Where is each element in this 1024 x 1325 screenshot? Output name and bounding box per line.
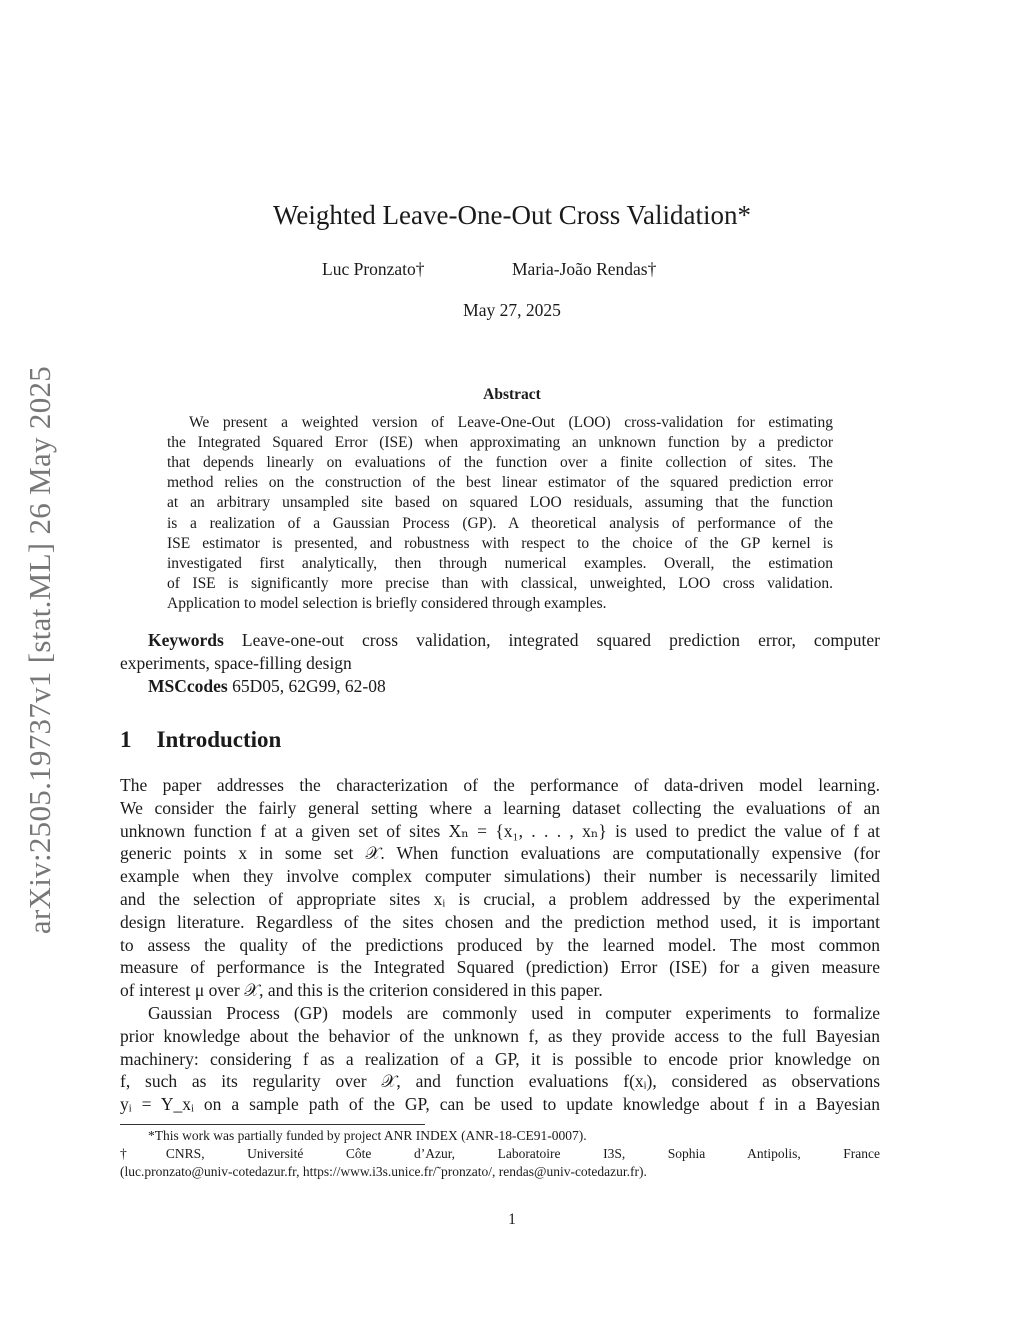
keywords-line-1 (148, 630, 880, 651)
text-line: We present a weighted version of Leave-One-Out (LOO) cross-validation for estimating (189, 414, 833, 431)
text-line: unknown function f at a given set of sites Xₙ = {x₁, . . . , xₙ} is used to predict the value of f at (120, 820, 880, 841)
text-line: to assess the quality of the predictions produced by the learned model. The most common (120, 934, 880, 955)
text-line: and the selection of appropriate sites xᵢ is crucial, a problem addressed by the experimental (120, 889, 880, 909)
footnote-line: †CNRS, Université Côte d’Azur, Laboratoire I3S, Sophia Antipolis, France (120, 1146, 880, 1161)
paper-title: Weighted Leave-One-Out Cross Validation* (273, 200, 751, 230)
footnote-line: (luc.pronzato@univ-cotedazur.fr, https://www.i3s.unice.fr/˜pronzato/, rendas@univ-cotedazur.fr). (120, 1164, 647, 1179)
author-2: Maria-João Rendas† (512, 259, 657, 279)
page-number: 1 (508, 1211, 516, 1228)
text-line: The paper addresses the characterization of the performance of data-driven model learning. (120, 775, 880, 795)
keywords-text: Leave-one-out cross validation, integrated squared prediction error, computer (241, 630, 880, 650)
paper-date: May 27, 2025 (463, 300, 561, 320)
abstract-heading: Abstract (483, 386, 541, 403)
text-line: method relies on the construction of the best linear estimator of the squared prediction error (167, 474, 833, 492)
section-heading (120, 727, 281, 753)
msc-value: 65D05, 62G99, 62-08 (232, 676, 386, 696)
text-line: measure of performance is the Integrated Squared (prediction) Error (ISE) for a given measure (120, 957, 880, 978)
text-line: Application to model selection is briefly considered through examples. (167, 594, 607, 612)
text-line: prior knowledge about the behavior of the unknown f, as they provide access to the full Bayesian (120, 1025, 880, 1046)
msc-label: MSCcodes (148, 676, 228, 696)
author-1: Luc Pronzato† (322, 259, 425, 279)
text-line: is a realization of a Gaussian Process (GP). A theoretical analysis of performance of the (167, 514, 833, 532)
footnote-rule (120, 1124, 425, 1125)
text-line: of ISE is significantly more precise than with classical, unweighted, LOO cross validation. (167, 574, 833, 592)
text-line: the Integrated Squared Error (ISE) when approximating an unknown function by a predictor (167, 434, 833, 452)
text-line: that depends linearly on evaluations of the function over a finite collection of sites. The (167, 454, 833, 472)
text-line: investigated first analytically, then through numerical examples. Overall, the estimation (167, 554, 833, 572)
text-line: machinery: considering f as a realization of a GP, it is possible to encode prior knowledge on (120, 1048, 880, 1069)
text-line: ISE estimator is presented, and robustness with respect to the choice of the GP kernel is (167, 534, 833, 552)
text-line: We consider the fairly general setting where a learning dataset collecting the evaluations of an (120, 797, 880, 818)
text-line: Gaussian Process (GP) models are commonly used in computer experiments to formalize (148, 1003, 880, 1023)
keywords-label: Keywords (148, 630, 224, 650)
section-number: 1 (120, 727, 132, 752)
text-line: f, such as its regularity over 𝒳, and function evaluations f(xᵢ), considered as observations (120, 1071, 880, 1092)
arxiv-side-label: arXiv:2505.19737v1 [stat.ML] 26 May 2025 (22, 365, 57, 935)
text-line: example when they involve complex computer simulations) their number is necessarily limited (120, 866, 880, 887)
text-line: design literature. Regardless of the sites chosen and the prediction method used, it is important (120, 911, 880, 932)
text-line: of interest μ over 𝒳, and this is the criterion considered in this paper. (120, 980, 603, 1001)
section-title: Introduction (156, 727, 282, 752)
keywords-line-2: experiments, space-filling design (120, 653, 352, 673)
text-line: yᵢ = Y_xᵢ on a sample path of the GP, can be used to update knowledge about f in a Bayesian (120, 1094, 880, 1115)
msc-codes (148, 676, 386, 697)
footnote-line: *This work was partially funded by project ANR INDEX (ANR-18-CE91-0007). (148, 1128, 587, 1143)
text-line: generic points x in some set 𝒳. When function evaluations are computationally expensive (for (120, 843, 880, 864)
text-line: at an arbitrary unsampled site based on squared LOO residuals, assuming that the function (167, 494, 833, 512)
